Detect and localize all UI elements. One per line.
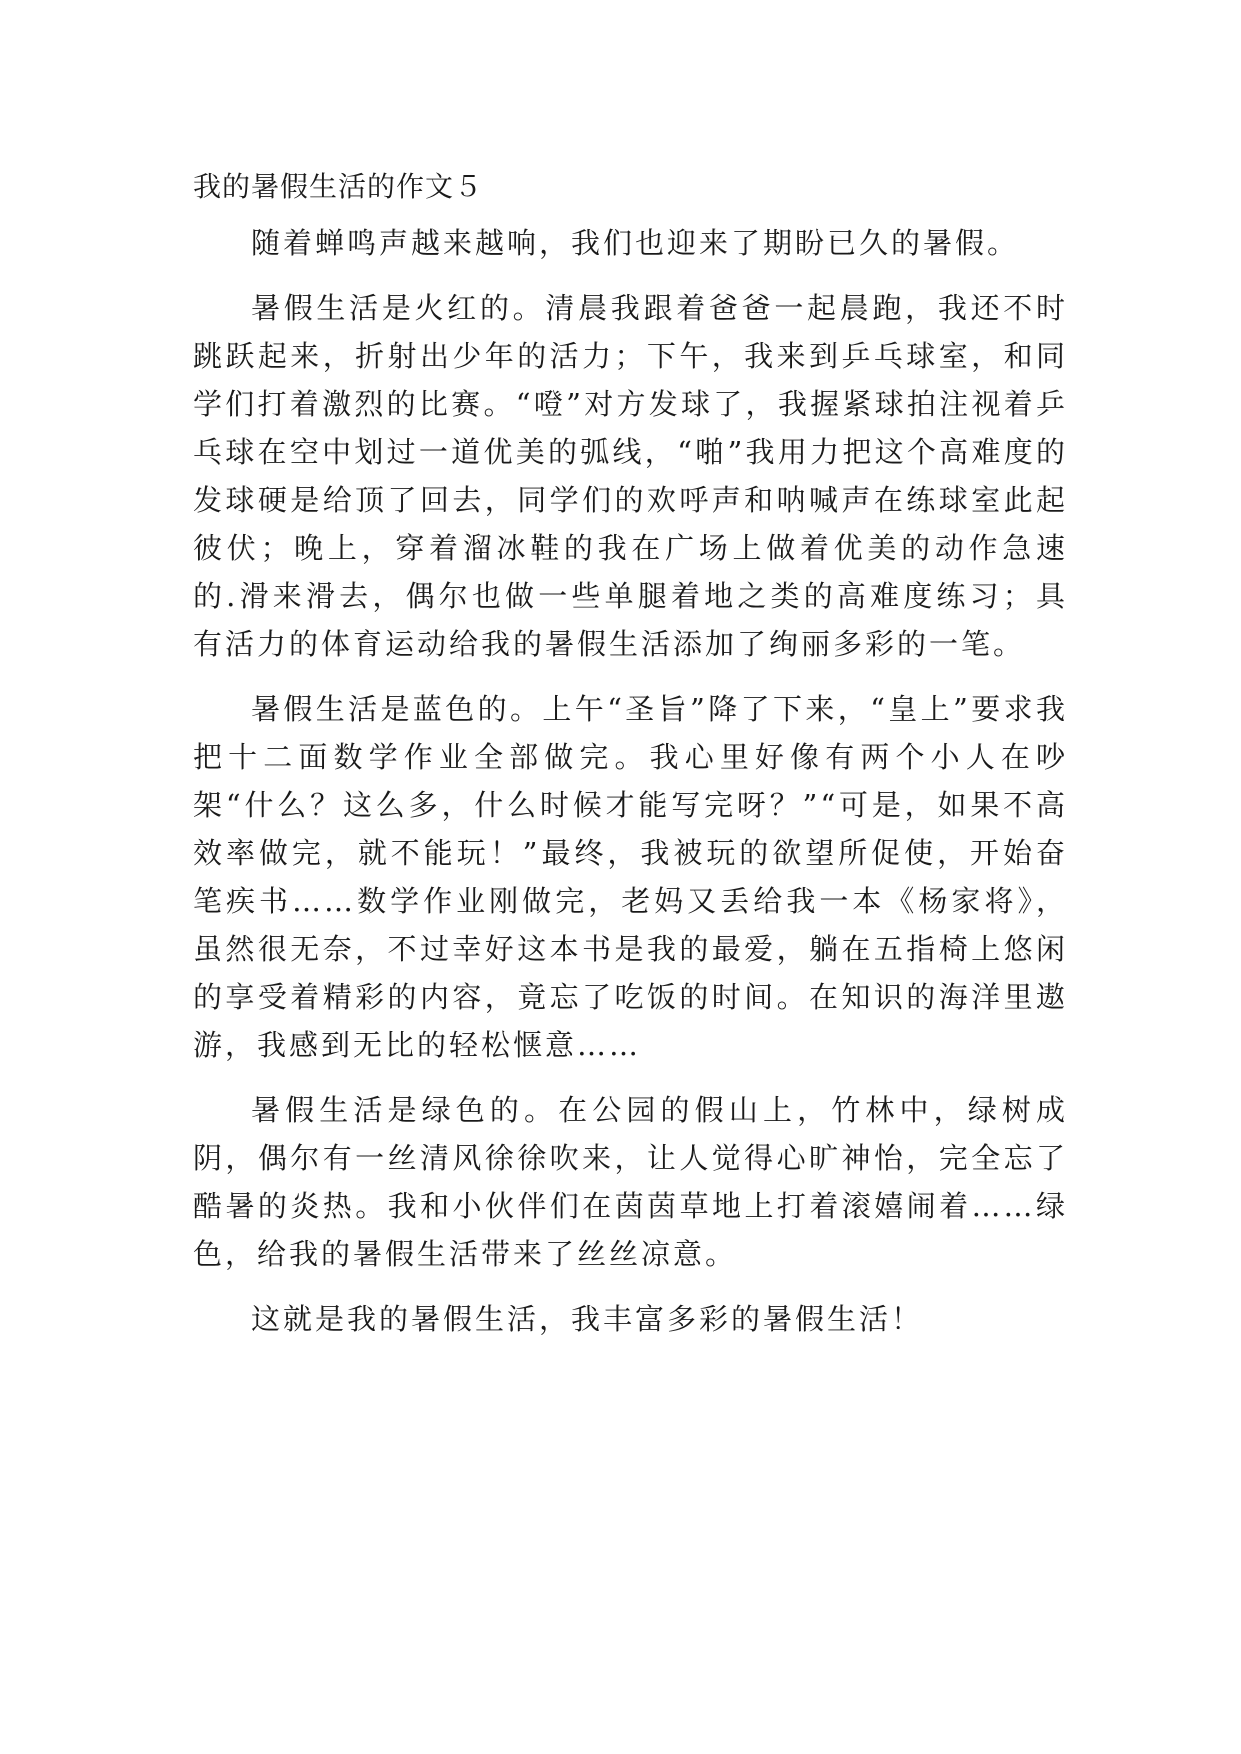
- document-body: [193, 168, 1068, 1343]
- paragraph-blue: 暑假生活是蓝色的。上午“圣旨”降了下来，“皇上”要求我把十二面数学作业全部做完。我心里好像有两个小人在吵架“什么？这么多，什么时候才能写完呀？”“可是，如果不高效率做完，就不能玩！”最终，我被玩的欲望所促使，开始奋笔疾书……数学作业刚做完，老妈又丢给我一本《杨家将》，虽然很无奈，不过幸好这本书是我的最爱，躺在五指椅上悠闲的享受着精彩的内容，竟忘了吃饭的时间。在知识的海洋里遨游，我感到无比的轻松惬意……: [193, 692, 1068, 1062]
- paragraph-green: 暑假生活是绿色的。在公园的假山上，竹林中，绿树成阴，偶尔有一丝清风徐徐吹来，让人觉得心旷神怡，完全忘了酷暑的炎热。我和小伙伴们在茵茵草地上打着滚嬉闹着……绿色，给我的暑假生活带来了丝丝凉意。: [193, 1093, 1068, 1271]
- paragraph-conclusion: 这就是我的暑假生活，我丰富多彩的暑假生活！: [251, 1302, 924, 1336]
- document-title: 我的暑假生活的作文５: [193, 170, 484, 203]
- paragraph-intro: 随着蝉鸣声越来越响，我们也迎来了期盼已久的暑假。: [251, 226, 1020, 260]
- paragraph-red: 暑假生活是火红的。清晨我跟着爸爸一起晨跑，我还不时跳跃起来，折射出少年的活力；下午，我来到乒乓球室，和同学们打着激烈的比赛。“噔”对方发球了，我握紧球拍注视着乒乓球在空中划过一道优美的弧线，“啪”我用力把这个高难度的发球硬是给顶了回去，同学们的欢呼声和呐喊声在练球室此起彼伏；晚上，穿着溜冰鞋的我在广场上做着优美的动作急速的.滑来滑去，偶尔也做一些单腿着地之类的高难度练习；具有活力的体育运动给我的暑假生活添加了绚丽多彩的一笔。: [193, 291, 1068, 661]
